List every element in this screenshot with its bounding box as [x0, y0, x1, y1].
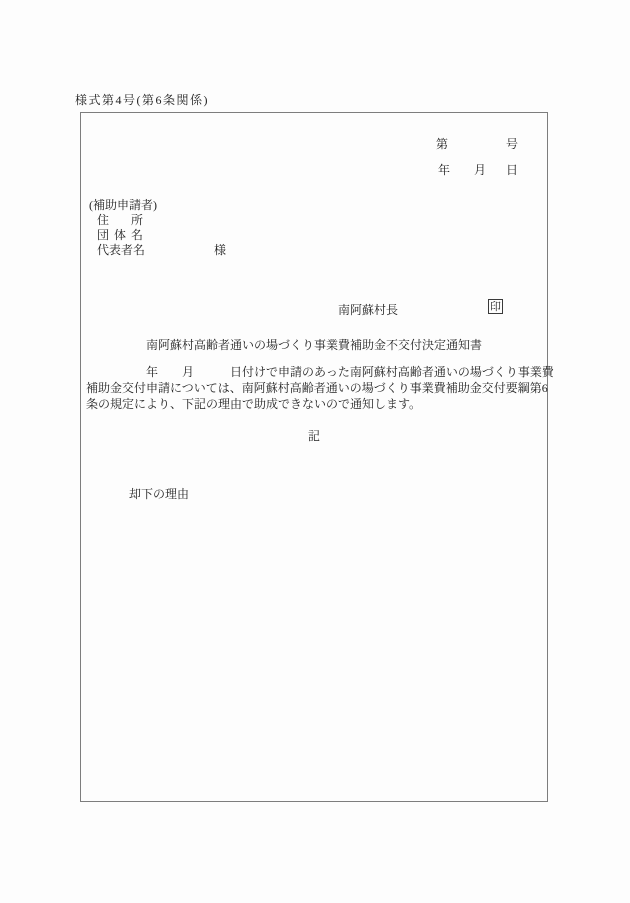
date-month-label: 月 — [474, 163, 487, 177]
doc-number-prefix: 第 — [436, 137, 449, 151]
body-paragraph — [86, 364, 554, 412]
seal-mark: 印 — [490, 301, 501, 313]
applicant-group-label: 団体名 — [97, 228, 149, 242]
body-line: 補助金交付申請については、南阿蘇村高齢者通いの場づくり事業費補助金交付要綱第6 — [86, 381, 548, 395]
applicant-address-label: 住所 — [97, 213, 166, 227]
document-title: 南阿蘇村高齢者通いの場づくり事業費補助金不交付決定通知書 — [145, 338, 482, 352]
document-frame — [80, 112, 554, 802]
body-line: 条の規定により、下記の理由で助成できないので通知します。 — [86, 397, 422, 411]
date-year-label: 年 — [438, 163, 451, 177]
date-day-label: 日 — [506, 163, 519, 177]
form-number-label: 様式第4号(第6条関係) — [75, 93, 209, 107]
applicant-representative-label: 代表者名 — [97, 243, 146, 257]
applicant-heading: (補助申請者) — [89, 198, 157, 212]
body-line: 年 月 日付けで申請のあった南阿蘇村高齢者通いの場づくり事業費 — [86, 365, 554, 379]
rejection-reason-label: 却下の理由 — [129, 487, 190, 501]
doc-number-suffix: 号 — [506, 137, 519, 151]
issuer-name: 南阿蘇村長 — [338, 303, 399, 317]
applicant-honorific: 様 — [214, 243, 227, 257]
record-marker: 記 — [307, 429, 320, 443]
